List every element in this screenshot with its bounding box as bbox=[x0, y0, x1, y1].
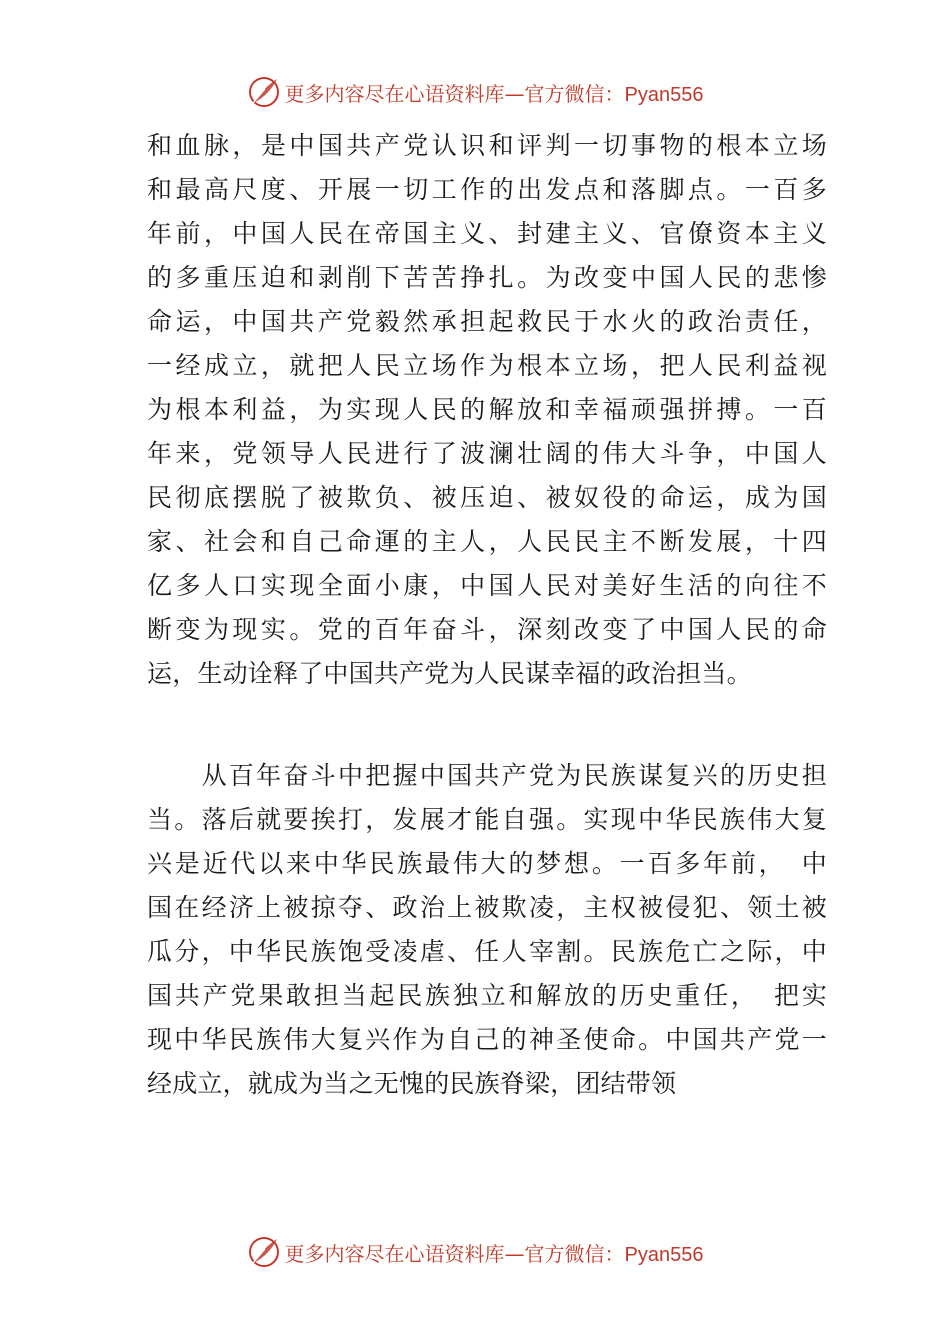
text-line: 民彻底摆脱了被欺负、被压迫、被奴役的命运，成为国 bbox=[147, 483, 827, 512]
text-line: 从百年奋斗中把握中国共产党为民族谋复兴的历史担 bbox=[147, 761, 827, 790]
header-banner-text bbox=[285, 78, 704, 107]
footer-wechat-id: Pyan556 bbox=[624, 1243, 704, 1266]
text-line: 年前，中国人民在帝国主义、封建主义、官僚资本主义 bbox=[147, 219, 827, 248]
text-line: 兴是近代以来中华民族最伟大的梦想。一百多年前， 中 bbox=[147, 849, 827, 878]
text-line: 为根本利益，为实现人民的解放和幸福顽强拼搏。一百 bbox=[147, 395, 827, 424]
text-line: 的多重压迫和剥削下苦苦挣扎。为改变中国人民的悲惨 bbox=[147, 263, 827, 292]
footer-banner-text bbox=[285, 1238, 704, 1267]
text-line: 现中华民族伟大复兴作为自己的神圣使命。中国共产党一 bbox=[147, 1025, 827, 1054]
feather-pen-logo-icon bbox=[247, 1235, 281, 1269]
footer-banner-inner bbox=[247, 1235, 704, 1269]
feather-pen-logo-icon bbox=[247, 75, 281, 109]
text-line: 国共产党果敢担当起民族独立和解放的历史重任， 把实 bbox=[147, 981, 827, 1010]
paragraph-2 bbox=[147, 754, 827, 1106]
text-line: 运，生动诠释了中国共产党为人民谋幸福的政治担当。 bbox=[147, 659, 752, 688]
text-line: 一经成立，就把人民立场作为根本立场，把人民利益视 bbox=[147, 351, 827, 380]
footer-banner bbox=[0, 1232, 950, 1272]
text-line: 瓜分，中华民族饱受凌虐、任人宰割。民族危亡之际，中 bbox=[147, 937, 827, 966]
text-line: 当。落后就要挨打，发展才能自强。实现中华民族伟大复 bbox=[147, 805, 827, 834]
text-line: 亿多人口实现全面小康，中国人民对美好生活的向往不 bbox=[147, 571, 827, 600]
text-line: 断变为现实。党的百年奋斗，深刻改变了中国人民的命 bbox=[147, 615, 827, 644]
text-line: 命运，中国共产党毅然承担起救民于水火的政治责任， bbox=[147, 307, 827, 336]
header-wechat-id: Pyan556 bbox=[624, 83, 704, 106]
text-line: 年来，党领导人民进行了波澜壮阔的伟大斗争，中国人 bbox=[147, 439, 827, 468]
header-banner bbox=[0, 72, 950, 112]
header-banner-label: 更多内容尽在心语资料库—官方微信： bbox=[284, 81, 625, 106]
paragraph-gap bbox=[147, 696, 827, 754]
text-line: 家、社会和自己命運的主人，人民民主不断发展，十四 bbox=[147, 527, 827, 556]
footer-banner-label: 更多内容尽在心语资料库—官方微信： bbox=[284, 1241, 625, 1266]
header-banner-inner bbox=[247, 75, 704, 109]
document-body bbox=[147, 124, 827, 1106]
paragraph-1 bbox=[147, 124, 827, 696]
text-line: 国在经济上被掠夺、政治上被欺凌，主权被侵犯、领土被 bbox=[147, 893, 827, 922]
text-line: 和血脉，是中国共产党认识和评判一切事物的根本立场 bbox=[147, 131, 827, 160]
text-line: 经成立，就成为当之无愧的民族脊梁，团结带领 bbox=[147, 1069, 677, 1098]
text-line: 和最高尺度、开展一切工作的出发点和落脚点。一百多 bbox=[147, 175, 827, 204]
